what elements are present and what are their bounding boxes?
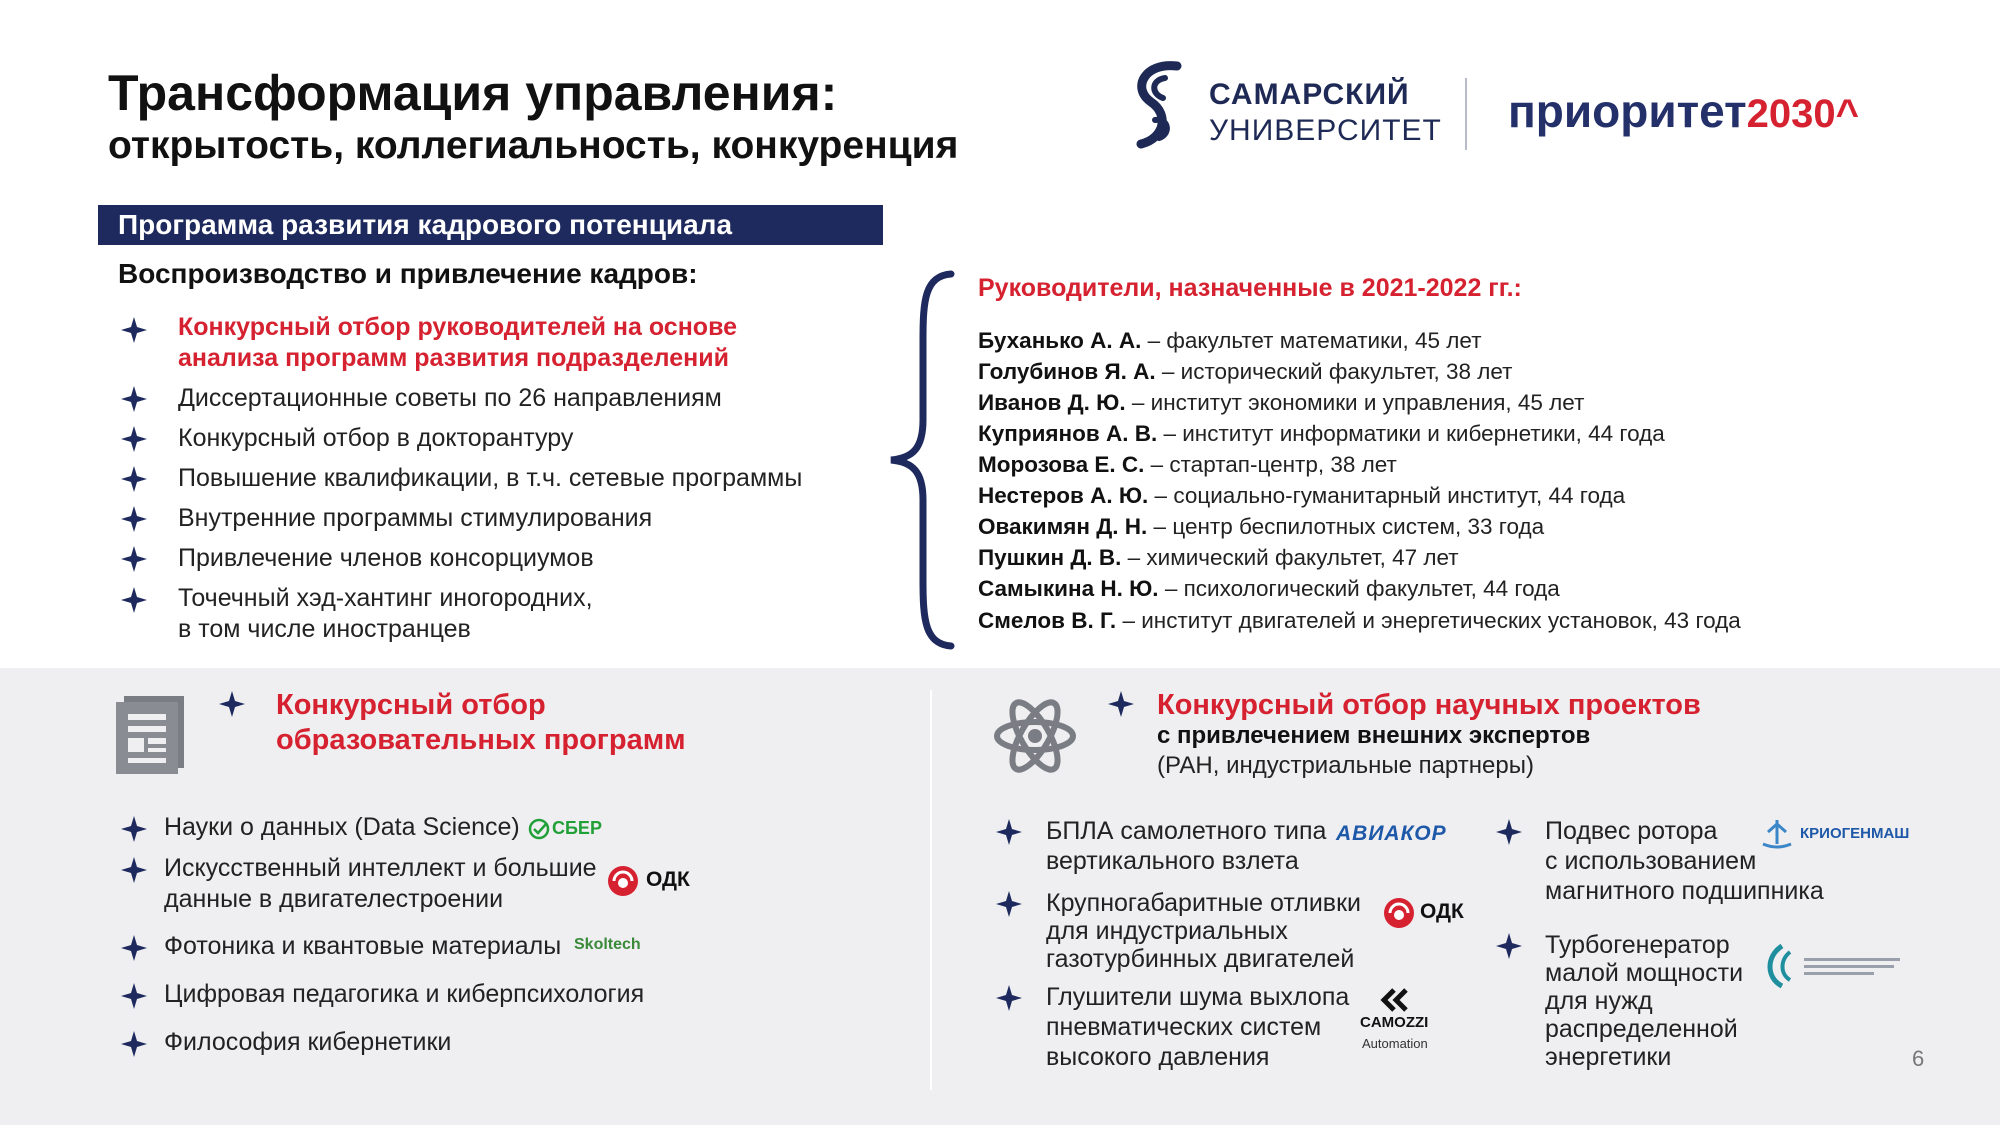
star-bullet-icon bbox=[1107, 690, 1135, 718]
program-item-7-line2: в том числе иностранцев bbox=[178, 615, 471, 643]
star-bullet-icon bbox=[120, 1030, 148, 1058]
science-left-2-line2: для индустриальных bbox=[1046, 917, 1288, 945]
aviakor-logo-text: АВИАКОР bbox=[1336, 822, 1447, 845]
kriogenmash-logo-text: КРИОГЕНМАШ bbox=[1800, 825, 1910, 842]
edu-item-5: Философия кибернетики bbox=[164, 1028, 452, 1056]
edu-item-2-line1: Искусственный интеллект и большие bbox=[164, 854, 597, 882]
head-name: Морозова Е. С. bbox=[978, 452, 1145, 477]
head-row bbox=[978, 421, 1665, 447]
science-right-2-line5: энергетики bbox=[1545, 1043, 1672, 1071]
program-item-1-line2: анализа программ развития подразделений bbox=[178, 344, 729, 372]
head-desc: – стартап-центр, 38 лет bbox=[1144, 452, 1397, 477]
science-subtitle: (РАН, индустриальные партнеры) bbox=[1157, 752, 1534, 779]
edu-title-line2: образовательных программ bbox=[276, 724, 686, 756]
science-left-3-line3: высокого давления bbox=[1046, 1043, 1270, 1071]
science-right-2-line3: для нужд bbox=[1545, 987, 1653, 1015]
program-item-4: Повышение квалификации, в т.ч. сетевые программы bbox=[178, 464, 803, 492]
star-bullet-icon bbox=[120, 856, 148, 884]
science-title: Конкурсный отбор научных проектов bbox=[1157, 689, 1701, 721]
star-bullet-icon bbox=[120, 586, 148, 614]
edu-item-1: Науки о данных (Data Science) bbox=[164, 813, 520, 841]
star-bullet-icon bbox=[120, 982, 148, 1010]
priority-2030-logo bbox=[1508, 84, 1859, 138]
science-left-2-line3: газотурбинных двигателей bbox=[1046, 945, 1355, 973]
star-bullet-icon bbox=[995, 890, 1023, 918]
head-name: Буханько А. А. bbox=[978, 328, 1142, 353]
head-row bbox=[978, 608, 1741, 634]
program-banner: Программа развития кадрового потенциала bbox=[98, 205, 883, 245]
head-desc: – факультет математики, 45 лет bbox=[1141, 328, 1482, 353]
curly-brace-icon bbox=[885, 270, 955, 650]
star-bullet-icon bbox=[120, 425, 148, 453]
heads-title: Руководители, назначенные в 2021-2022 гг.: bbox=[978, 274, 1522, 302]
panel-divider bbox=[930, 690, 932, 1090]
head-row bbox=[978, 328, 1482, 354]
odk-logo-text: ОДК bbox=[646, 868, 690, 891]
science-left-3-line1: Глушители шума выхлопа bbox=[1046, 983, 1350, 1011]
sber-logo-icon bbox=[528, 818, 550, 840]
page-number: 6 bbox=[1912, 1046, 1925, 1071]
head-row bbox=[978, 545, 1459, 571]
head-desc: – психологический факультет, 44 года bbox=[1158, 576, 1560, 601]
samara-logo-line1: САМАРСКИЙ bbox=[1209, 78, 1410, 111]
head-row bbox=[978, 576, 1560, 602]
head-desc: – химический факультет, 47 лет bbox=[1121, 545, 1459, 570]
head-name: Пушкин Д. В. bbox=[978, 545, 1122, 570]
science-right-1-line3: магнитного подшипника bbox=[1545, 877, 1824, 905]
program-item-6: Привлечение членов консорциумов bbox=[178, 544, 594, 572]
program-item-5: Внутренние программы стимулирования bbox=[178, 504, 653, 532]
science-left-3-line2: пневматических систем bbox=[1046, 1013, 1322, 1041]
head-row bbox=[978, 452, 1397, 478]
head-name: Куприянов А. В. bbox=[978, 421, 1158, 446]
program-subheading: Воспроизводство и привлечение кадров: bbox=[118, 258, 698, 289]
odk-logo-icon bbox=[1382, 896, 1416, 930]
odk-logo-icon bbox=[606, 864, 640, 898]
head-row bbox=[978, 514, 1544, 540]
page-subtitle: открытость, коллегиальность, конкуренция bbox=[108, 124, 959, 167]
odk-logo-text: ОДК bbox=[1420, 900, 1464, 923]
sber-logo-text: СБЕР bbox=[552, 818, 602, 838]
star-bullet-icon bbox=[1495, 932, 1523, 960]
atom-icon bbox=[992, 690, 1078, 782]
program-item-3: Конкурсный отбор в докторантуру bbox=[178, 424, 574, 452]
science-right-1-line1: Подвес ротора bbox=[1545, 817, 1718, 845]
star-bullet-icon bbox=[120, 385, 148, 413]
camozzi-logo-text: CAMOZZI bbox=[1360, 1014, 1429, 1031]
star-bullet-icon bbox=[120, 545, 148, 573]
science-right-2-line2: малой мощности bbox=[1545, 959, 1744, 987]
star-bullet-icon bbox=[120, 934, 148, 962]
head-desc: – институт двигателей и энергетических установок, 43 года bbox=[1116, 608, 1741, 633]
star-bullet-icon bbox=[120, 465, 148, 493]
head-desc: – центр беспилотных систем, 33 года bbox=[1147, 514, 1545, 539]
program-item-2: Диссертационные советы по 26 направлениям bbox=[178, 384, 722, 412]
head-desc: – социально-гуманитарный институт, 44 года bbox=[1148, 483, 1626, 508]
priority-logo-text: приоритет bbox=[1508, 85, 1747, 137]
edu-item-2-line2: данные в двигателестроении bbox=[164, 885, 504, 913]
program-item-7-line1: Точечный хэд-хантинг иногородних, bbox=[178, 584, 593, 612]
head-row bbox=[978, 390, 1584, 416]
page-title: Трансформация управления: bbox=[108, 65, 838, 121]
star-bullet-icon bbox=[995, 984, 1023, 1012]
head-name: Иванов Д. Ю. bbox=[978, 390, 1126, 415]
logo-divider bbox=[1465, 78, 1467, 150]
skoltech-logo-text: Skoltech bbox=[574, 936, 641, 953]
science-left-1-line2: вертикального взлета bbox=[1046, 847, 1299, 875]
star-bullet-icon bbox=[218, 690, 246, 718]
head-desc: – институт информатики и кибернетики, 44 года bbox=[1157, 421, 1665, 446]
edu-item-4: Цифровая педагогика и киберпсихология bbox=[164, 980, 645, 1008]
star-bullet-icon bbox=[120, 815, 148, 843]
science-left-1-line1: БПЛА самолетного типа bbox=[1046, 817, 1327, 845]
edu-title-line1: Конкурсный отбор bbox=[276, 689, 546, 721]
head-name: Овакимян Д. Н. bbox=[978, 514, 1148, 539]
priority-logo-number: 2030^ bbox=[1746, 92, 1860, 136]
head-row bbox=[978, 359, 1512, 385]
camozzi-logo-icon bbox=[1380, 988, 1410, 1012]
star-bullet-icon bbox=[1495, 818, 1523, 846]
turbine-corporation-logo-icon bbox=[1760, 942, 1910, 990]
science-right-1-line2: с использованием bbox=[1545, 847, 1757, 875]
head-desc: – институт экономики и управления, 45 лет bbox=[1125, 390, 1585, 415]
head-row bbox=[978, 483, 1625, 509]
program-item-1-line1: Конкурсный отбор руководителей на основе bbox=[178, 313, 738, 341]
star-bullet-icon bbox=[995, 818, 1023, 846]
star-bullet-icon bbox=[120, 316, 148, 344]
samara-university-logo bbox=[1125, 58, 1455, 158]
edu-item-3: Фотоника и квантовые материалы bbox=[164, 932, 562, 960]
samara-logo-line2: УНИВЕРСИТЕТ bbox=[1209, 114, 1442, 147]
science-subtitle-bold: с привлечением внешних экспертов bbox=[1157, 722, 1591, 749]
head-name: Самыкина Н. Ю. bbox=[978, 576, 1159, 601]
camozzi-logo-subtext: Automation bbox=[1362, 1036, 1428, 1051]
head-name: Голубинов Я. А. bbox=[978, 359, 1156, 384]
document-icon bbox=[114, 692, 192, 776]
head-desc: – исторический факультет, 38 лет bbox=[1155, 359, 1513, 384]
head-name: Смелов В. Г. bbox=[978, 608, 1117, 633]
kriogenmash-logo-icon bbox=[1760, 818, 1794, 850]
science-right-2-line1: Турбогенератор bbox=[1545, 931, 1730, 959]
head-name: Нестеров А. Ю. bbox=[978, 483, 1149, 508]
star-bullet-icon bbox=[120, 505, 148, 533]
samara-university-emblem-icon bbox=[1125, 58, 1197, 154]
science-right-2-line4: распределенной bbox=[1545, 1015, 1738, 1043]
science-left-2-line1: Крупногабаритные отливки bbox=[1046, 889, 1361, 917]
